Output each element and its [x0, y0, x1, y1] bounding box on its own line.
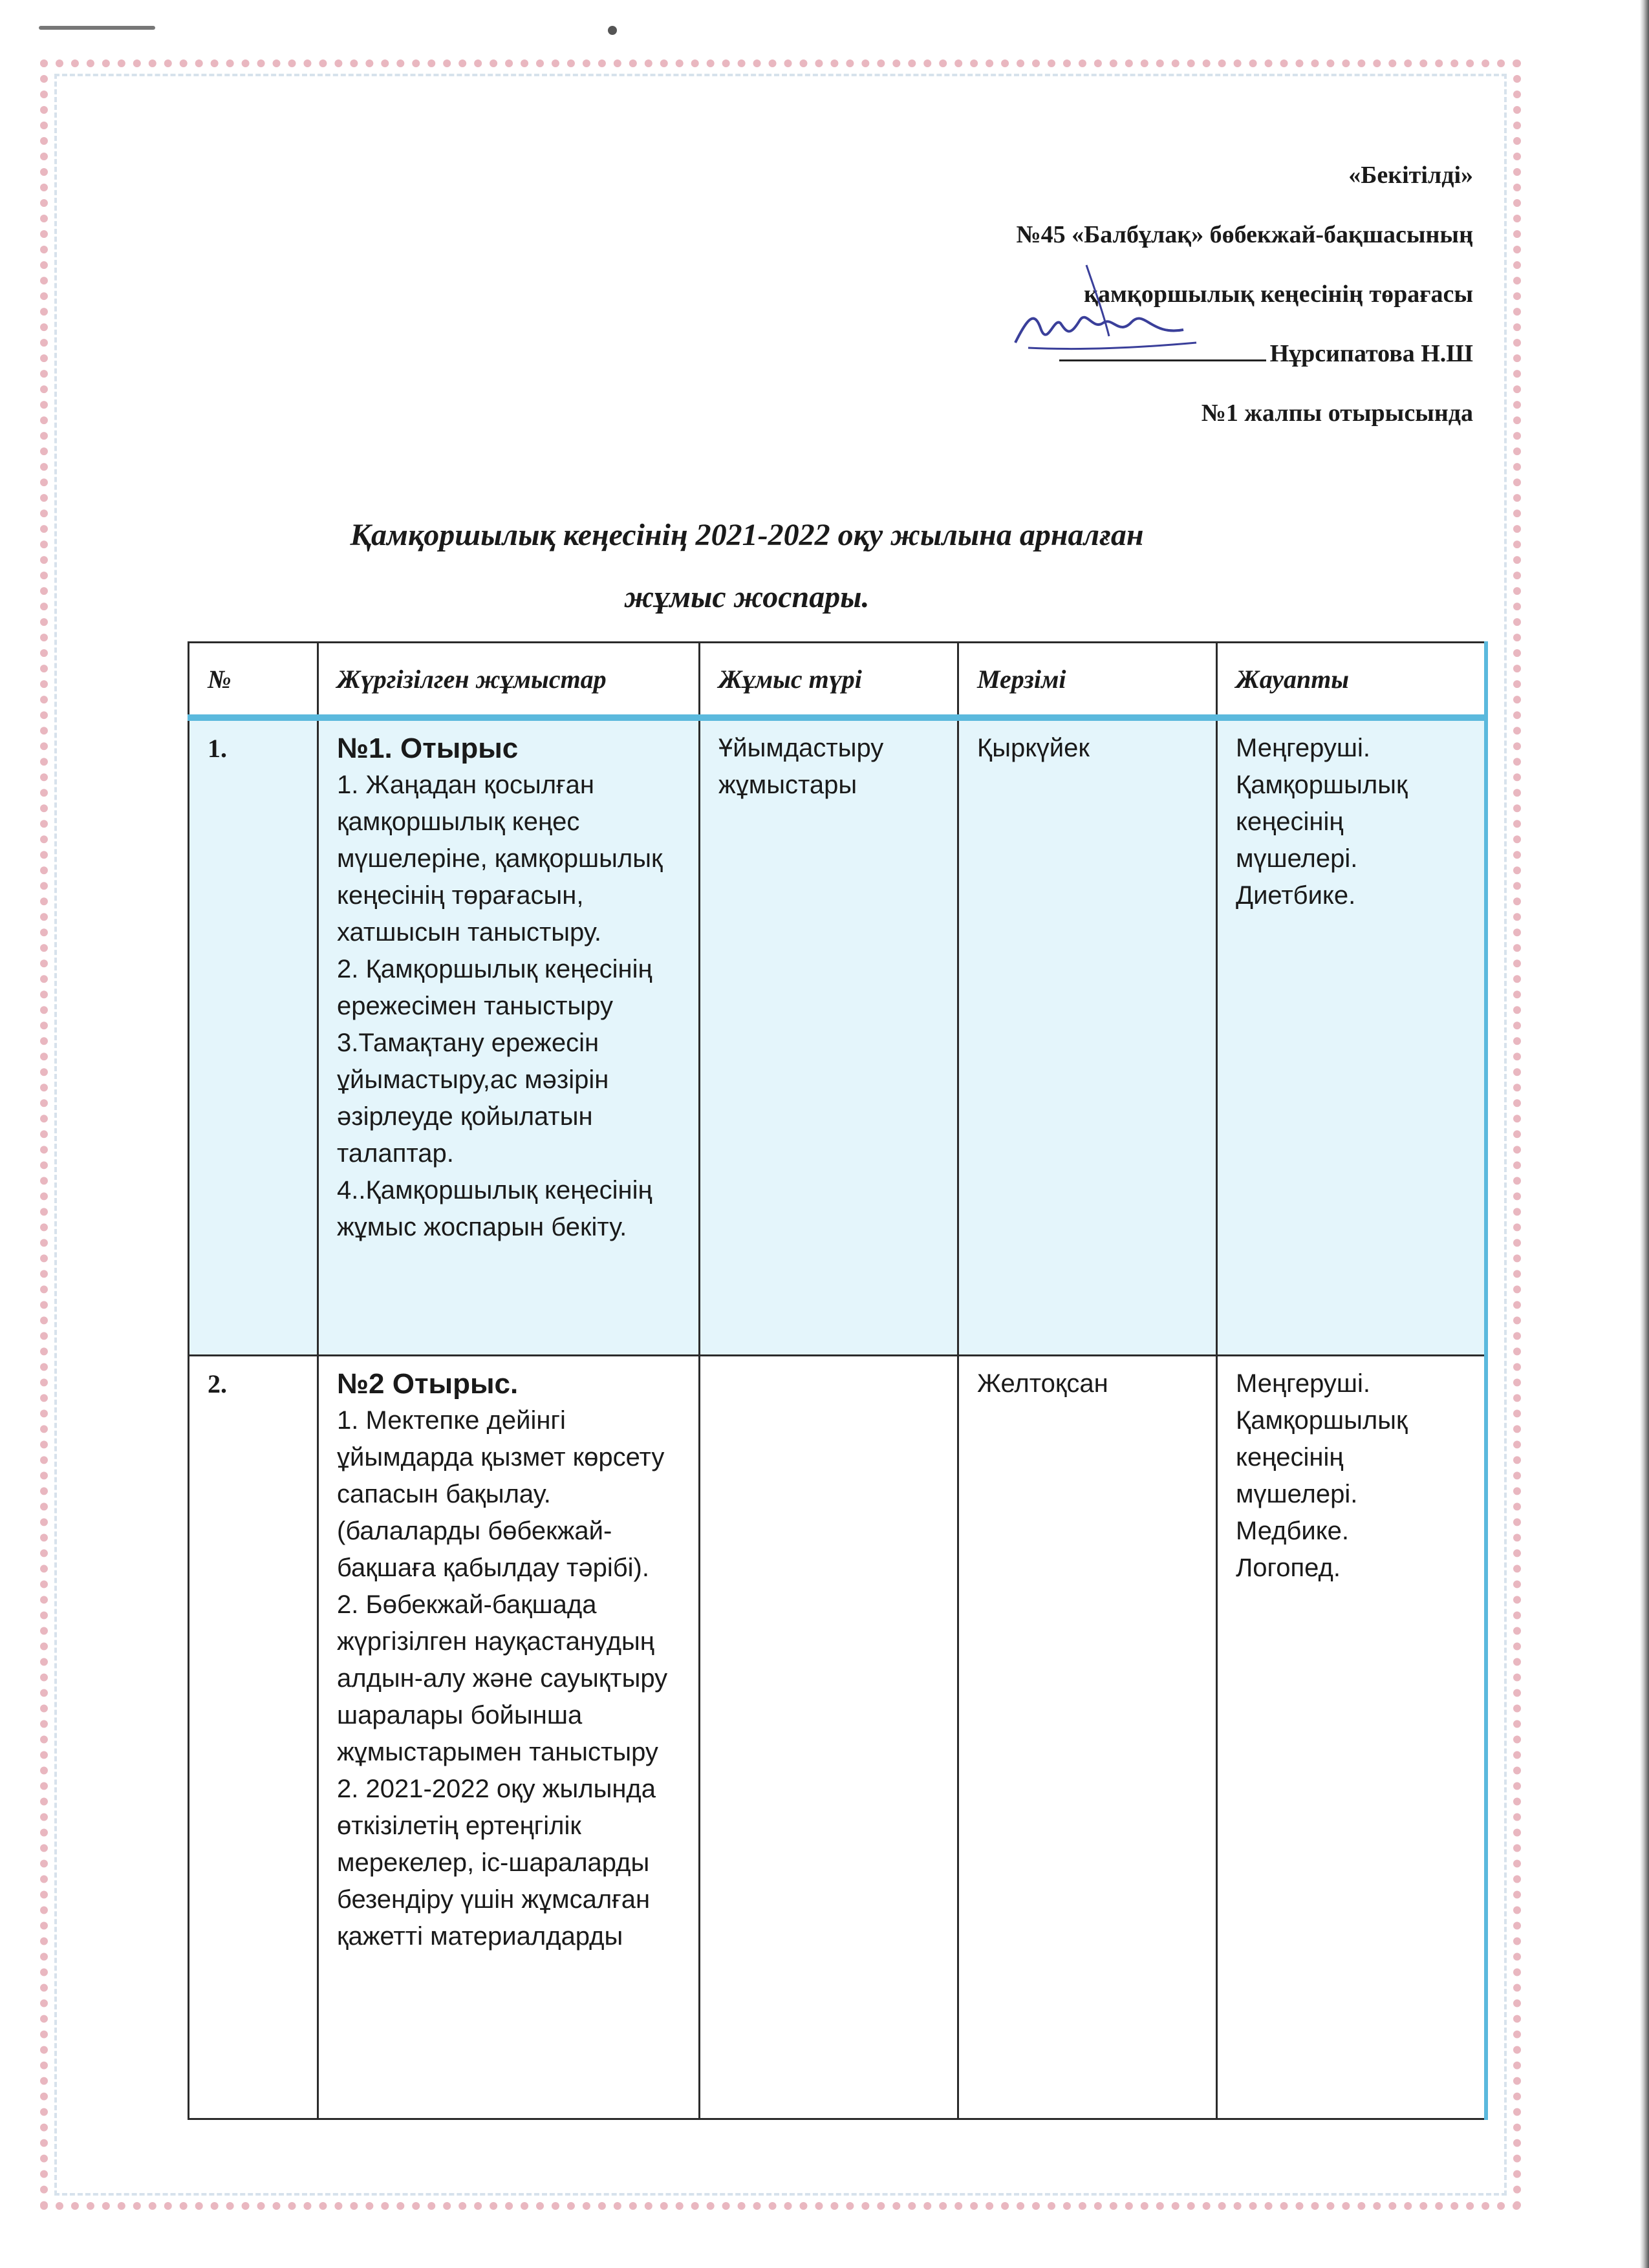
- work-plan-table: [188, 641, 1488, 2120]
- responsible-item: Меңгеруші.: [1236, 734, 1370, 762]
- task-item: 4..Қамқоршылық кеңесінің жұмыс жоспарын бекіту.: [337, 1176, 652, 1241]
- work-term: Желтоқсан: [977, 1369, 1108, 1398]
- approval-line: №1 жалпы отырысында: [1201, 400, 1473, 427]
- task-item: 2. Қамқоршылық кеңесінің ережесімен таныстыру: [337, 955, 652, 1020]
- approval-line: қамқоршылық кеңесінің төрағасы: [1084, 281, 1473, 308]
- term-cell: [958, 718, 1217, 1356]
- work-term: Қыркүйек: [977, 734, 1090, 762]
- approval-line: «Бекітілді»: [1348, 162, 1473, 189]
- works-cell: [318, 718, 700, 1356]
- responsible-cell: [1217, 718, 1486, 1356]
- scan-edge-shadow: [1640, 0, 1649, 2268]
- task-item: 3.Тамақтану ережесін ұйымастыру,ас мәзірін әзірлеуде қойылатын талаптар.: [337, 1029, 609, 1168]
- title-line-2: жұмыс жоспары.: [624, 580, 870, 614]
- term-cell: [958, 1356, 1217, 2119]
- handwritten-signature: [989, 239, 1222, 369]
- responsible-item: Қамқоршылық кеңесінің мүшелері.: [1236, 1406, 1408, 1508]
- task-item: 1. Жаңадан қосылған қамқоршылық кеңес мүшелеріне, қамқоршылық кеңесінің төрағасын, хатшысын таныстыру.: [337, 771, 663, 947]
- approval-line: №45 «Балбұлақ» бөбекжай-бақшасының: [1016, 221, 1473, 248]
- session-title: №2 Отырыс.: [337, 1368, 519, 1400]
- type-cell: [700, 718, 958, 1356]
- responsible-item: Меңгеруші.: [1236, 1369, 1370, 1398]
- header-works: Жүргізілген жұмыстар: [318, 643, 700, 718]
- works-cell: [318, 1356, 700, 2119]
- responsible-item: Диетбике.: [1236, 881, 1356, 910]
- scan-artifact-dot: [608, 26, 617, 35]
- table-row: [189, 718, 1486, 1356]
- responsible-item: Медбике.: [1236, 1517, 1350, 1545]
- responsible-cell: [1217, 1356, 1486, 2119]
- header-type: Жұмыс түрі: [700, 643, 958, 718]
- row-number: 2.: [189, 1356, 318, 2119]
- type-cell: [700, 1356, 958, 2119]
- header-number: №: [189, 643, 318, 718]
- task-item: 2. 2021-2022 оқу жылында өткізілетің ертеңгілік мерекелер, іс-шараларды безендіру үшін жұмсалған қажетті материалдарды: [337, 1775, 656, 1951]
- scan-artifact-line: [39, 26, 155, 30]
- work-type: Ұйымдастыру жұмыстары: [718, 734, 884, 799]
- row-number: 1.: [189, 718, 318, 1356]
- table-row: [189, 1356, 1486, 2119]
- responsible-item: Логопед.: [1236, 1554, 1341, 1582]
- header-term: Мерзімі: [958, 643, 1217, 718]
- table-header-row: [189, 643, 1486, 718]
- title-line-1: Қамқоршылық кеңесінің 2021-2022 оқу жылына арналған: [350, 518, 1144, 552]
- approver-name: Нұрсипатова Н.Ш: [1269, 340, 1473, 367]
- task-item: 2. Бөбекжай-бақшада жүргізілген науқастанудың алдын-алу және сауықтыру шаралары бойынша жұмыстарымен таныстыру: [337, 1590, 668, 1766]
- document-title: [84, 504, 1410, 628]
- task-item: 1. Мектепке дейінгі ұйымдарда қызмет көрсету сапасын бақылау.(балаларды бөбекжай-бақшаға қабылдау тәрібі).: [337, 1406, 665, 1582]
- header-responsible: Жауапты: [1217, 643, 1486, 718]
- session-title: №1. Отырыс: [337, 733, 519, 764]
- responsible-item: Қамқоршылық кеңесінің мүшелері.: [1236, 771, 1408, 873]
